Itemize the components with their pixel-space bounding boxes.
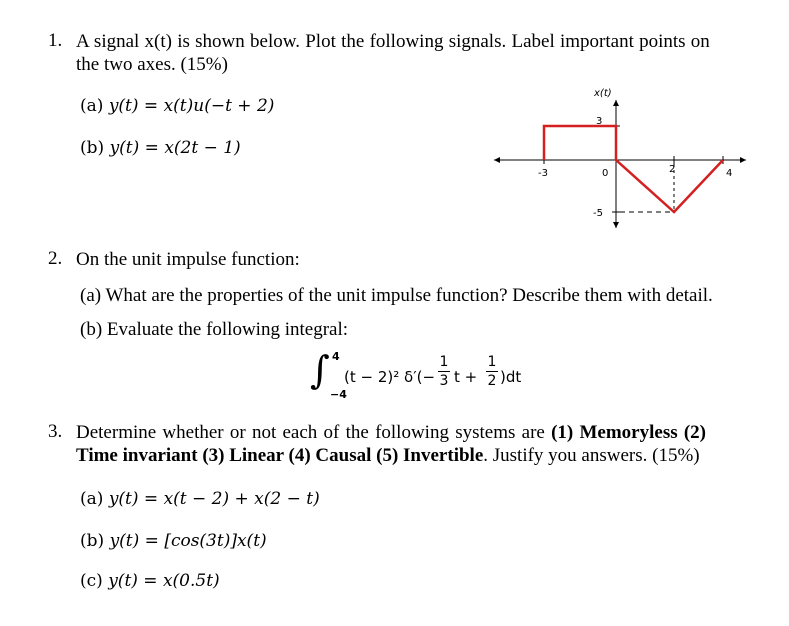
q3-part-b-label: (b) [80, 531, 105, 551]
q3-part-c-expr: y(t) = x(0.5t) [108, 571, 220, 591]
question-3-line-1-text: Determine whether or not each of the following systems are [76, 422, 545, 443]
q3-part-a-expr: y(t) = x(t − 2) + x(2 − t) [108, 489, 320, 509]
fraction-1 [438, 354, 450, 389]
question-2-number: 2. [48, 248, 63, 269]
fraction-2-denominator: 2 [487, 373, 497, 389]
x-label-2: 2 [669, 164, 676, 175]
q1-part-b-label: (b) [80, 138, 105, 158]
y-label-neg5: -5 [593, 208, 603, 219]
q3-part-b [80, 531, 267, 551]
x-label-0: 0 [602, 168, 609, 179]
question-3-line-2-text: . Justify you answers. (15%) [483, 445, 700, 466]
x-axis-arrow-up [613, 100, 619, 106]
question-3-line-2 [76, 444, 700, 467]
fraction-1-denominator: 3 [439, 373, 449, 389]
integral-lower-limit: −4 [330, 388, 347, 401]
question-2-text: On the unit impulse function: [76, 249, 300, 270]
integrand-part-2: t + [454, 368, 478, 386]
signal-curve [544, 126, 723, 212]
question-3-line-2-bold: Time invariant (3) Linear (4) Causal (5) Invertible [76, 445, 484, 466]
q1-part-a-label: (a) [80, 96, 104, 116]
integrand-part-1: (t − 2)² δ′(− [344, 368, 436, 386]
integral-expression [310, 348, 570, 402]
signal-figure [490, 80, 750, 235]
fraction-2 [486, 354, 498, 389]
question-3-line-1 [76, 421, 706, 444]
question-1-line-1: A signal x(t) is shown below. Plot the following signals. Label important points on [76, 31, 710, 52]
q3-part-a-label: (a) [80, 489, 104, 509]
question-3-number: 3. [48, 421, 63, 442]
integral-upper-limit: 4 [332, 350, 340, 363]
q3-part-c [80, 571, 220, 591]
question-1-line-2: the two axes. (15%) [76, 54, 228, 75]
figure-title: x(t) [594, 88, 612, 99]
question-2-part-b: (b) Evaluate the following integral: [80, 319, 349, 340]
question-2-part-a: (a) What are the properties of the unit impulse function? Describe them with detail. [80, 285, 713, 306]
q3-part-a [80, 489, 320, 509]
t-axis-arrow-left [494, 157, 500, 163]
q1-part-a [80, 96, 274, 116]
fraction-2-bar [486, 371, 498, 372]
fraction-1-bar [438, 371, 450, 372]
integral-sign: ∫ [310, 348, 330, 392]
q1-part-b [80, 138, 241, 158]
x-axis-arrow-down [613, 222, 619, 228]
y-label-3: 3 [596, 116, 603, 127]
q1-part-b-expr: y(t) = x(2t − 1) [109, 138, 241, 158]
x-label-4: 4 [726, 168, 733, 179]
q1-part-a-expr: y(t) = x(t)u(−t + 2) [108, 96, 275, 116]
q3-part-b-expr: y(t) = [cos(3t)]x(t) [109, 531, 267, 551]
x-label-neg3: -3 [538, 168, 548, 179]
fraction-2-numerator: 1 [487, 354, 497, 370]
question-1-number: 1. [48, 30, 63, 51]
q3-part-c-label: (c) [80, 571, 103, 591]
t-axis-arrow-right [740, 157, 746, 163]
fraction-1-numerator: 1 [439, 354, 449, 370]
question-3-line-1-bold: (1) Memoryless (2) [551, 422, 707, 443]
integrand-part-3: )dt [500, 368, 522, 386]
